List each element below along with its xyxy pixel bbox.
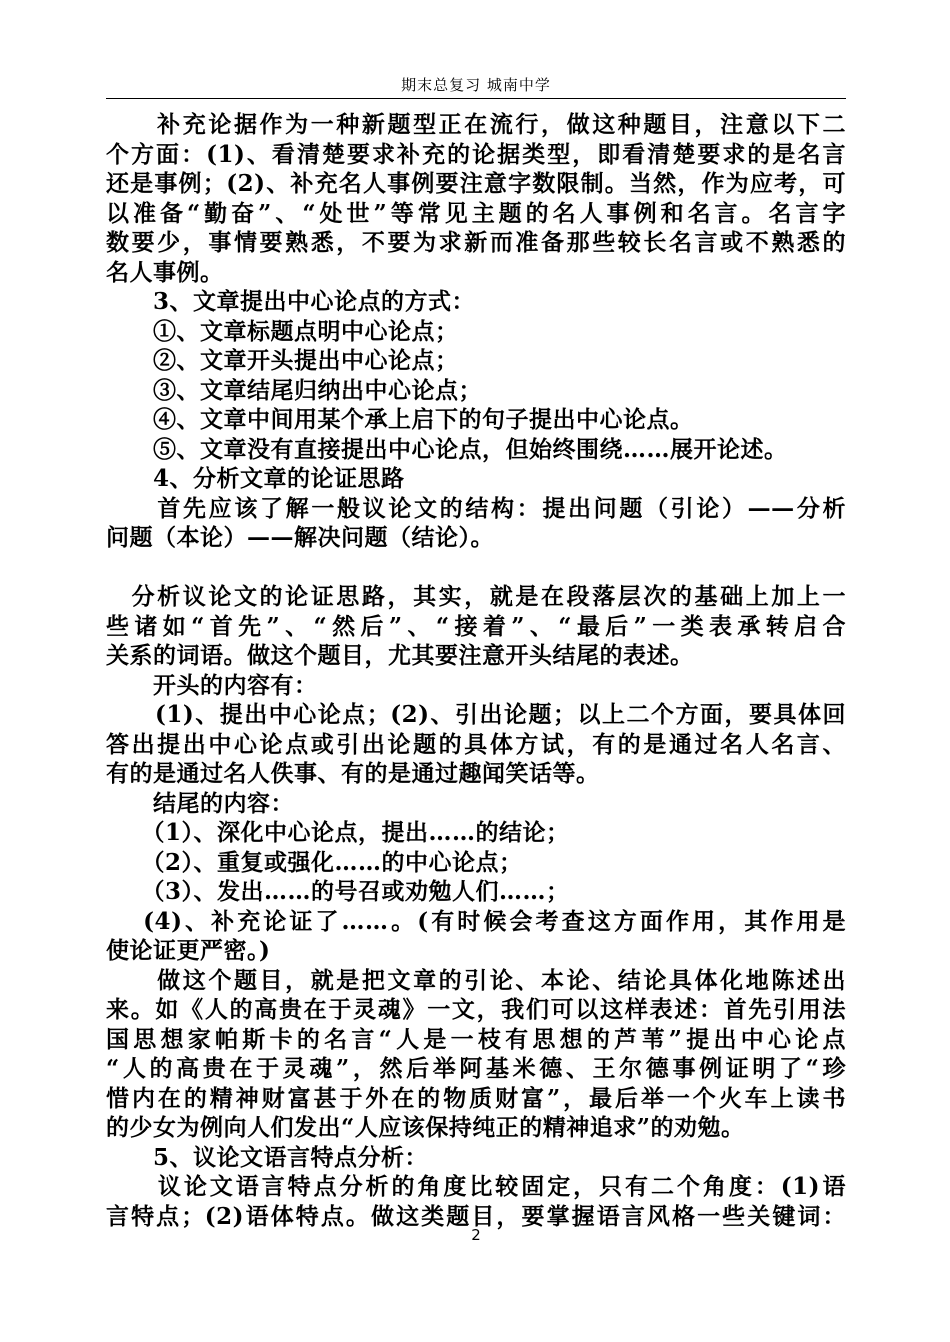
text-line: 还是事例；(2)、补充名人事例要注意字数限制。当然，作为应考，可 bbox=[106, 170, 846, 197]
text-line: 做这个题目，就是把文章的引论、本论、结论具体化地陈述出 bbox=[106, 966, 846, 994]
text-line: 关系的词语。做这个题目，尤其要注意开头结尾的表述。 bbox=[106, 642, 694, 669]
header-rule bbox=[106, 98, 846, 99]
text-line: （3）、发出……的号召或劝勉人们……； bbox=[106, 878, 570, 905]
text-line: ⑤、文章没有直接提出中心论点，但始终围绕……展开论述。 bbox=[106, 435, 788, 463]
text-line: (1)、提出中心论点；(2)、引出论题；以上二个方面，要具体回 bbox=[106, 701, 846, 728]
text-line: 惜内在的精神财富甚于外在的物质财富”，最后举一个火车上读书 bbox=[106, 1084, 846, 1112]
text-line: ③、文章结尾归纳出中心论点； bbox=[106, 376, 482, 404]
text-line: 结尾的内容： bbox=[106, 789, 294, 817]
text-line: 4、分析文章的论证思路 bbox=[106, 465, 405, 492]
text-line: 个方面：(1)、看清楚要求补充的论据类型，即看清楚要求的是名言 bbox=[106, 140, 846, 168]
text-line: 5、议论文语言特点分析： bbox=[106, 1143, 429, 1171]
text-line: “人的高贵在于灵魂”，然后举阿基米德、王尔德事例证明了“珍 bbox=[106, 1055, 846, 1082]
text-line: (4)、补充论证了……。(有时候会考查这方面作用，其作用是 bbox=[106, 907, 846, 935]
text-line: 补充论据作为一种新题型正在流行，做这种题目，注意以下二 bbox=[106, 111, 846, 138]
text-line: （1）、深化中心论点，提出……的结论； bbox=[106, 819, 570, 846]
text-line: 些诸如“首先”、“然后”、“接着”、“最后”一类表承转启合 bbox=[106, 612, 846, 640]
text-line: ①、文章标题点明中心论点； bbox=[106, 317, 459, 345]
text-line: 议论文语言特点分析的角度比较固定，只有二个角度：(1)语 bbox=[106, 1173, 846, 1200]
text-line: 来。如《人的高贵在于灵魂》一文，我们可以这样表述：首先引用法 bbox=[106, 996, 846, 1023]
text-line: 以准备“勤奋”、“处世”等常见主题的名人事例和名言。名言字 bbox=[106, 199, 846, 227]
text-line: 分析议论文的论证思路，其实，就是在段落层次的基础上加上一 bbox=[106, 583, 846, 610]
page-number: 2 bbox=[471, 1226, 481, 1244]
text-line: 有的是通过名人佚事、有的是通过趣闻笑话等。 bbox=[106, 760, 600, 787]
text-line: ④、文章中间用某个承上启下的句子提出中心论点。 bbox=[106, 406, 694, 433]
text-line: 名人事例。 bbox=[106, 258, 224, 286]
text-line: 数要少，事情要熟悉，不要为求新而准备那些较长名言或不熟悉的 bbox=[106, 229, 846, 256]
blank-line bbox=[106, 553, 846, 583]
text-line: 的少女为例向人们发出“人应该保持纯正的精神追求”的劝勉。 bbox=[106, 1114, 745, 1141]
text-line: 3、文章提出中心论点的方式： bbox=[106, 288, 476, 315]
text-line: 开头的内容有： bbox=[106, 671, 318, 699]
text-line: ②、文章开头提出中心论点； bbox=[106, 347, 459, 374]
text-line: 答出提出中心论点或引出论题的具体方试，有的是通过名人名言、 bbox=[106, 730, 846, 758]
page-header: 期末总复习 城南中学 bbox=[401, 76, 551, 94]
text-line: 问题（本论）——解决问题（结论）。 bbox=[106, 524, 494, 551]
text-line: 言特点；(2)语体特点。做这类题目，要掌握语言风格一些关键词： bbox=[106, 1202, 846, 1230]
text-line: （2）、重复或强化……的中心论点； bbox=[106, 848, 523, 876]
text-line: 首先应该了解一般议论文的结构：提出问题（引论）——分析 bbox=[106, 494, 846, 522]
text-line: 使论证更严密。) bbox=[106, 937, 271, 964]
text-line: 国思想家帕斯卡的名言“人是一枝有思想的芦苇”提出中心论点 bbox=[106, 1025, 846, 1053]
document-body bbox=[106, 110, 846, 1231]
